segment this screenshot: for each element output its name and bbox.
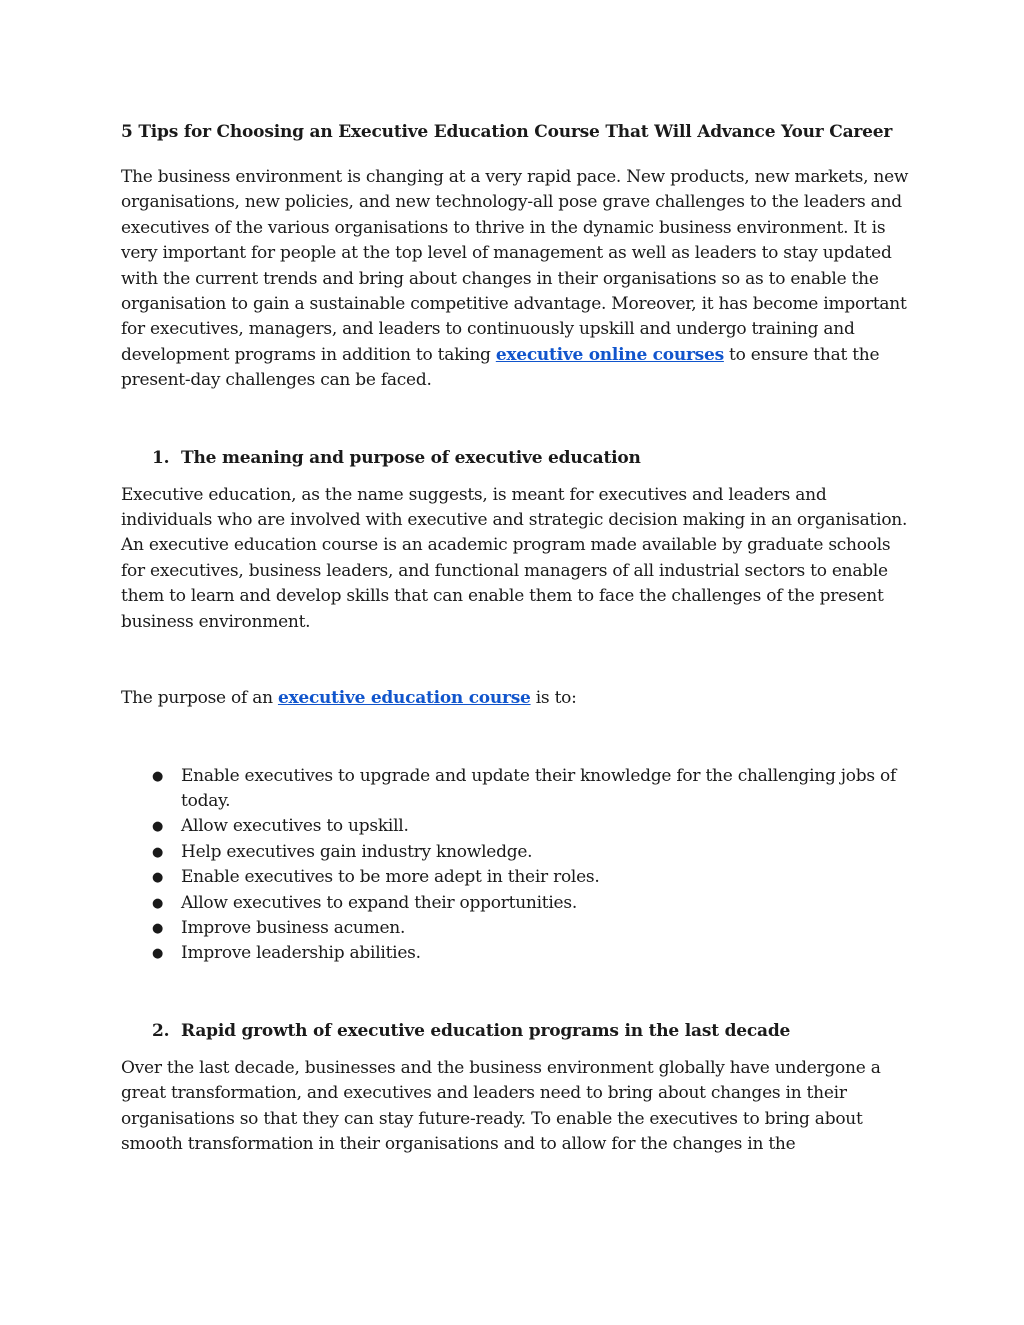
spacer [121,712,911,764]
list-item [121,891,911,916]
list-item [121,840,911,865]
list-item-text: Help executives gain industry knowledge. [181,841,533,862]
section-2-paragraph: Over the last decade, businesses and the business environment globally have undergone a great transformation, and executives and leaders need to bring about changes in their organisations so that they can stay future-ready. To enable the executives to bring about smooth transformation in their organisations and to allow for the changes in the [121,1057,881,1154]
bullet-icon: ● [152,844,164,860]
executive-education-course-link[interactable]: executive education course [277,688,531,709]
bullet-icon: ● [152,819,164,835]
purpose-text-after-link: is to: [530,688,577,709]
list-item [121,865,911,890]
section-2-number: 2. [152,1020,170,1041]
list-item-text: Improve leadership abilities. [181,943,421,964]
bullet-icon: ● [152,768,164,784]
bullet-icon: ● [152,895,164,911]
list-item [121,916,911,941]
document-title: 5 Tips for Choosing an Executive Education Course That Will Advance Your Career [121,122,893,142]
list-item-text: Enable executives to be more adept in their roles. [181,867,600,888]
list-item [121,814,911,839]
list-item-text: Enable executives to upgrade and update their knowledge for the challenging jobs of today. [181,765,897,811]
bullet-icon: ● [152,946,164,962]
section-1-heading [121,446,911,471]
purpose-bullet-list [121,764,911,967]
executive-online-courses-link[interactable]: executive online courses [495,344,724,365]
list-item-text: Allow executives to expand their opportunities. [181,892,577,913]
section-1-heading-text: The meaning and purpose of executive education [181,447,641,468]
intro-paragraph [121,165,911,394]
section-1-number: 1. [152,447,170,468]
section-2-heading-text: Rapid growth of executive education programs in the last decade [181,1020,791,1041]
document-page [121,120,911,1157]
list-item-text: Allow executives to upskill. [181,816,409,837]
intro-text-after-link: to ensure that the present-day challenges can be faced. [121,344,880,391]
list-item [121,941,911,966]
bullet-icon: ● [152,920,164,936]
spacer [121,635,911,686]
intro-text-before-link: The business environment is changing at a very rapid pace. New products, new markets, new organisations, new policies, and new technology-all pose grave challenges to the leaders and executives of the various organisations to thrive in the dynamic business environment. It is very important for people at the top level of management as well as leaders to stay updated with the current trends and bring about changes in their organisations so as to enable the organisation to gain a sustainable competitive advantage. Moreover, it has become important for executives, managers, and leaders to continuously upskill and undergo training and development programs in addition to taking [121,167,909,365]
list-item [121,764,911,815]
purpose-text-before-link: The purpose of an [121,688,278,709]
section-1-paragraph: Executive education, as the name suggests, is meant for executives and leaders and individuals who are involved with executive and strategic decision making in an organisation. An executive education course is an academic program made available by graduate schools for executives, business leaders, and functional managers of all industrial sectors to enable them to learn and develop skills that can enable them to face the challenges of the present business environment. [121,484,908,632]
bullet-icon: ● [152,870,164,886]
purpose-paragraph [121,686,911,711]
section-2-heading [121,1019,911,1044]
list-item-text: Improve business acumen. [181,917,406,938]
